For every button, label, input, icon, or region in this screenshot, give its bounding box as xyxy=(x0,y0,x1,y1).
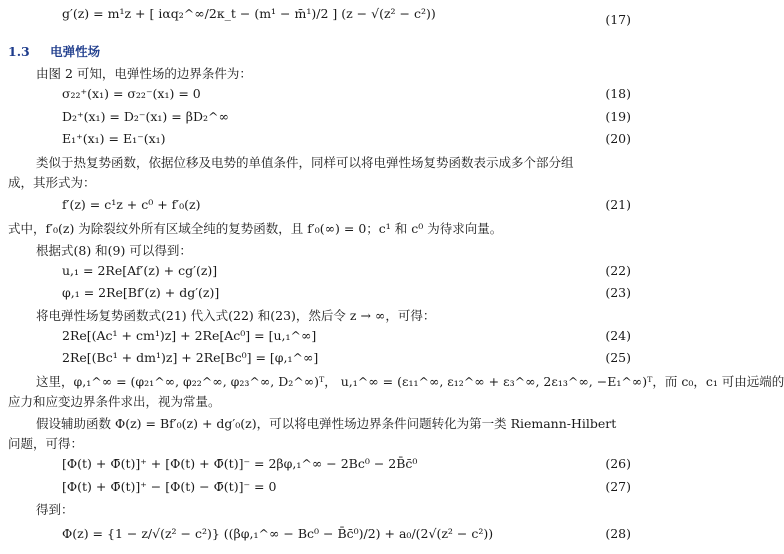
equation-number-27: (27) xyxy=(605,479,631,494)
equation-number-18: (18) xyxy=(605,86,631,101)
equation-26: [Φ(t) + Φ̄(t)]⁺ + [Φ(t) + Φ̄(t)]⁻ = 2βφ,₁^∞ − 2Bc⁰ − 2B̄c̄⁰ xyxy=(62,456,418,471)
paragraph-similar-a: 类似于热复势函数，依据位移及电势的单值条件，同样可以将电弹性场复势函数表示成多个部分组 xyxy=(36,155,574,170)
paragraph-according: 根据式(8) 和(9) 可以得到： xyxy=(36,243,192,258)
equation-22: u,₁ = 2Re[Af′(z) + cg′(z)] xyxy=(62,263,218,278)
equation-23: φ,₁ = 2Re[Bf′(z) + dg′(z)] xyxy=(62,285,220,300)
paragraph-where: 式中，f′₀(z) 为除裂纹外所有区域全纯的复势函数，且 f′₀(∞) = 0；c¹ 和 c⁰ 为待求向量。 xyxy=(8,221,503,236)
equation-number-24: (24) xyxy=(605,328,631,343)
equation-number-22: (22) xyxy=(605,263,631,278)
equation-number-28: (28) xyxy=(605,526,631,541)
paragraph-boundary-intro: 由图 2 可知，电弹性场的边界条件为： xyxy=(36,66,252,81)
paragraph-obtain: 得到： xyxy=(36,502,74,517)
section-heading xyxy=(8,42,633,60)
equation-number-21: (21) xyxy=(605,197,631,212)
paragraph-here-a: 这里，φ,₁^∞ = (φ₂₁^∞, φ₂₂^∞, φ₂₃^∞, D₂^∞)ᵀ， u,₁^∞ = (ε₁₁^∞, ε₁₂^∞ + ε₃^∞, 2ε₁₃^∞, −E₁^∞)ᵀ，而 c₀，c₁ 可由远端的 xyxy=(36,374,784,389)
equation-number-26: (26) xyxy=(605,456,631,471)
equation-17: g′(z) = m¹z + [ iαq₂^∞/2κ_t − (m¹ − m̄¹)/2 ] (z − √(z² − c²)) xyxy=(62,6,436,21)
equation-number-19: (19) xyxy=(605,109,631,124)
section-number: 1.3 xyxy=(8,44,30,59)
equation-number-25: (25) xyxy=(605,350,631,365)
equation-19: D₂⁺(x₁) = D₂⁻(x₁) = βD₂^∞ xyxy=(62,109,229,124)
equation-number-23: (23) xyxy=(605,285,631,300)
equation-number-20: (20) xyxy=(605,131,631,146)
paragraph-substitute: 将电弹性场复势函数式(21) 代入式(22) 和(23)，然后令 z → ∞，可得： xyxy=(36,308,436,323)
equation-28: Φ(z) = {1 − z/√(z² − c²)} ((βφ,₁^∞ − Bc⁰ − B̄c̄⁰)/2) + a₀/(2√(z² − c²)) xyxy=(62,526,494,541)
equation-27: [Φ(t) + Φ̄(t)]⁺ − [Φ(t) − Φ̄(t)]⁻ = 0 xyxy=(62,479,277,494)
equation-20: E₁⁺(x₁) = E₁⁻(x₁) xyxy=(62,131,166,146)
section-title: 电弹性场 xyxy=(50,44,101,59)
equation-24: 2Re[(Ac¹ + cm¹)z] + 2Re[Ac⁰] = [u,₁^∞] xyxy=(62,328,317,343)
paragraph-assume-a: 假设辅助函数 Φ(z) = Bf′₀(z) + dg′₀(z)，可以将电弹性场边界条件问题转化为第一类 Riemann-Hilbert xyxy=(36,416,617,431)
paragraph-assume-b: 问题，可得： xyxy=(8,436,84,451)
equation-25: 2Re[(Bc¹ + dm¹)z] + 2Re[Bc⁰] = [φ,₁^∞] xyxy=(62,350,319,365)
equation-18: σ₂₂⁺(x₁) = σ₂₂⁻(x₁) = 0 xyxy=(62,86,201,101)
paragraph-here-b: 应力和应变边界条件求出，视为常量。 xyxy=(8,394,221,409)
paragraph-similar-b: 成，其形式为： xyxy=(8,175,96,190)
equation-number-17: (17) xyxy=(605,12,631,27)
equation-21: f′(z) = c¹z + c⁰ + f′₀(z) xyxy=(62,197,201,212)
